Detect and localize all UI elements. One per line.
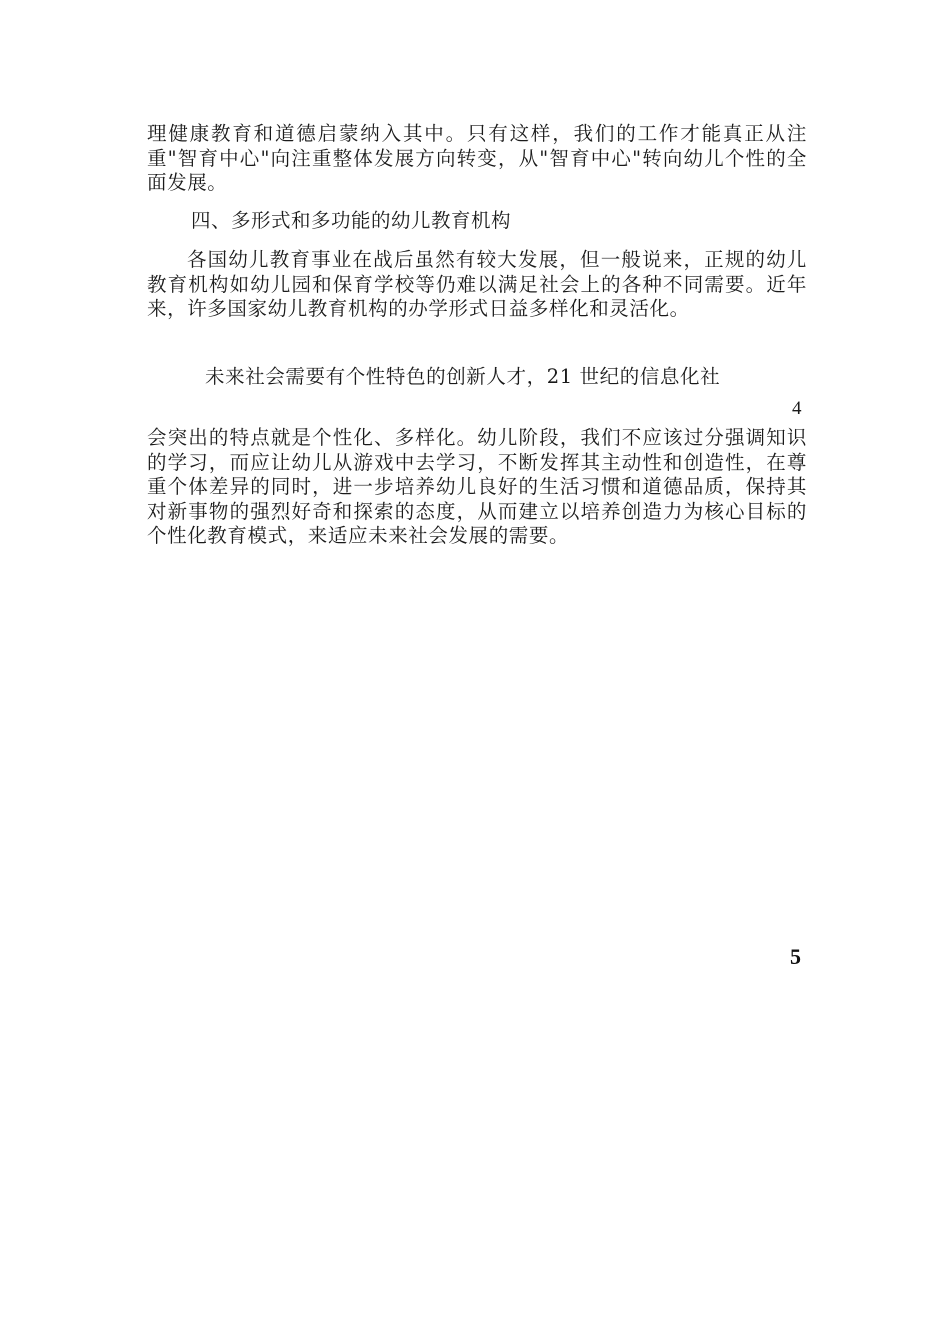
page-number-small: 4	[792, 398, 802, 419]
paragraph-future-continuation: 会突出的特点就是个性化、多样化。幼儿阶段，我们不应该过分强调知识的学习，而应让幼儿从游戏中去学习，不断发挥其主动性和创造性，在尊重个体差异的同时，进一步培养幼儿良好的生活习惯和道德品质，保持其对新事物的强烈好奇和探索的态度，从而建立以培养创造力为核心目标的个性化教育模式，来适应未来社会发展的需要。	[147, 426, 807, 547]
page-number-large: 5	[790, 944, 801, 969]
section-heading: 四、多形式和多功能的幼儿教育机构	[191, 209, 512, 232]
paragraph-institutions: 各国幼儿教育事业在战后虽然有较大发展，但一般说来，正规的幼儿教育机构如幼儿园和保育学校等仍难以满足社会上的各种不同需要。近年来，许多国家幼儿教育机构的办学形式日益多样化和灵活化。	[147, 248, 807, 320]
paragraph-continuation: 理健康教育和道德启蒙纳入其中。只有这样，我们的工作才能真正从注重"智育中心"向注重整体发展方向转变，从"智育中心"转向幼儿个性的全面发展。	[147, 122, 807, 194]
paragraph-future-start: 未来社会需要有个性特色的创新人才，21 世纪的信息化社	[205, 365, 721, 388]
